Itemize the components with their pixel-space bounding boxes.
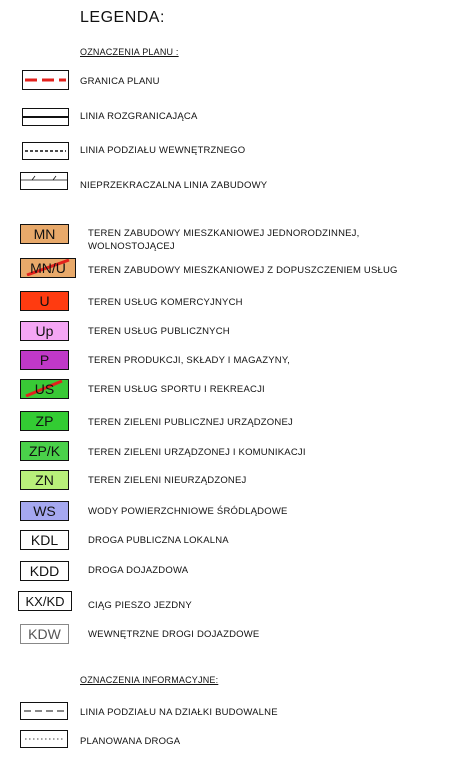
zone-code: KDW — [28, 626, 61, 642]
legend-label: TEREN ZABUDOWY MIESZKANIOWEJ Z DOPUSZCZENIEM USŁUG — [88, 265, 398, 276]
legend-label: LINIA ROZGRANICAJĄCA — [80, 111, 198, 122]
legend-title: LEGENDA: — [80, 9, 165, 26]
planned-road-icon — [20, 730, 68, 748]
legend-label: WODY POWIERZCHNIOWE ŚRÓDLĄDOWE — [88, 506, 288, 517]
zone-kdw-box — [20, 624, 69, 644]
zone-p-box — [20, 350, 69, 370]
zone-code: ZP — [35, 413, 54, 429]
zone-up-box — [20, 321, 69, 341]
legend-label: LINIA PODZIAŁU NA DZIAŁKI BUDOWALNE — [80, 707, 278, 718]
legend-label: TEREN USŁUG KOMERCYJNYCH — [88, 297, 243, 308]
zone-zp-box — [20, 411, 69, 431]
zone-us-box — [20, 379, 69, 399]
internal-division-line-icon — [22, 142, 69, 160]
plan-boundary-line-icon — [22, 70, 69, 90]
section-info-heading: OZNACZENIA INFORMACYJNE: — [80, 675, 219, 685]
legend-label-continued: WOLNOSTOJĄCEJ — [88, 241, 175, 252]
zone-code: US — [34, 381, 55, 397]
zone-code: MN/U — [30, 260, 66, 276]
zone-u-box — [20, 291, 69, 311]
zone-code: P — [39, 352, 50, 368]
legend-label: TEREN USŁUG PUBLICZNYCH — [88, 326, 230, 337]
zone-code: Up — [35, 323, 54, 339]
zone-code: U — [39, 293, 50, 309]
zone-mnu-box — [20, 258, 76, 278]
legend-label: TEREN ZIELENI NIEURZĄDZONEJ — [88, 475, 247, 486]
zone-code: KX/KD — [25, 593, 65, 609]
zone-zn-box — [20, 470, 69, 490]
zone-mn-box — [20, 224, 69, 244]
section-plan-heading: OZNACZENIA PLANU : — [80, 47, 179, 57]
legend-label: NIEPRZEKRACZALNA LINIA ZABUDOWY — [80, 180, 268, 191]
legend-label: TEREN USŁUG SPORTU I REKREACJI — [88, 384, 265, 395]
legend-label: TEREN ZIELENI PUBLICZNEJ URZĄDZONEJ — [88, 417, 293, 428]
zone-kdd-box — [20, 561, 69, 581]
legend-label: DROGA DOJAZDOWA — [88, 565, 189, 576]
demarcation-line-icon — [22, 108, 69, 126]
legend-label: TEREN ZIELENI URZĄDZONEJ I KOMUNIKACJI — [88, 447, 306, 458]
legend-label: TEREN PRODUKCJI, SKŁADY I MAGAZYNY, — [88, 355, 290, 366]
zone-zpk-box — [20, 441, 69, 461]
zone-kdl-box — [20, 530, 69, 550]
zone-code: WS — [33, 503, 56, 519]
legend-label: CIĄG PIESZO JEZDNY — [88, 600, 192, 611]
zone-kxkd-box — [18, 591, 72, 611]
legend-label: LINIA PODZIAŁU WEWNĘTRZNEGO — [80, 145, 246, 156]
legend-label: TEREN ZABUDOWY MIESZKANIOWEJ JEDNORODZINNEJ, — [88, 228, 360, 239]
zone-code: KDL — [30, 532, 59, 548]
zone-code: ZN — [35, 472, 54, 488]
zone-code: ZP/K — [28, 443, 61, 459]
legend-label: WEWNĘTRZNE DROGI DOJAZDOWE — [88, 629, 260, 640]
legend-label: PLANOWANA DROGA — [80, 736, 181, 747]
plot-division-line-icon — [20, 702, 68, 720]
zone-code: MN — [33, 226, 56, 242]
zone-code: KDD — [29, 563, 60, 579]
zone-ws-box — [20, 501, 69, 521]
legend-label: GRANICA PLANU — [80, 76, 160, 87]
legend-label: DROGA PUBLICZNA LOKALNA — [88, 535, 229, 546]
building-line-icon — [20, 172, 68, 190]
